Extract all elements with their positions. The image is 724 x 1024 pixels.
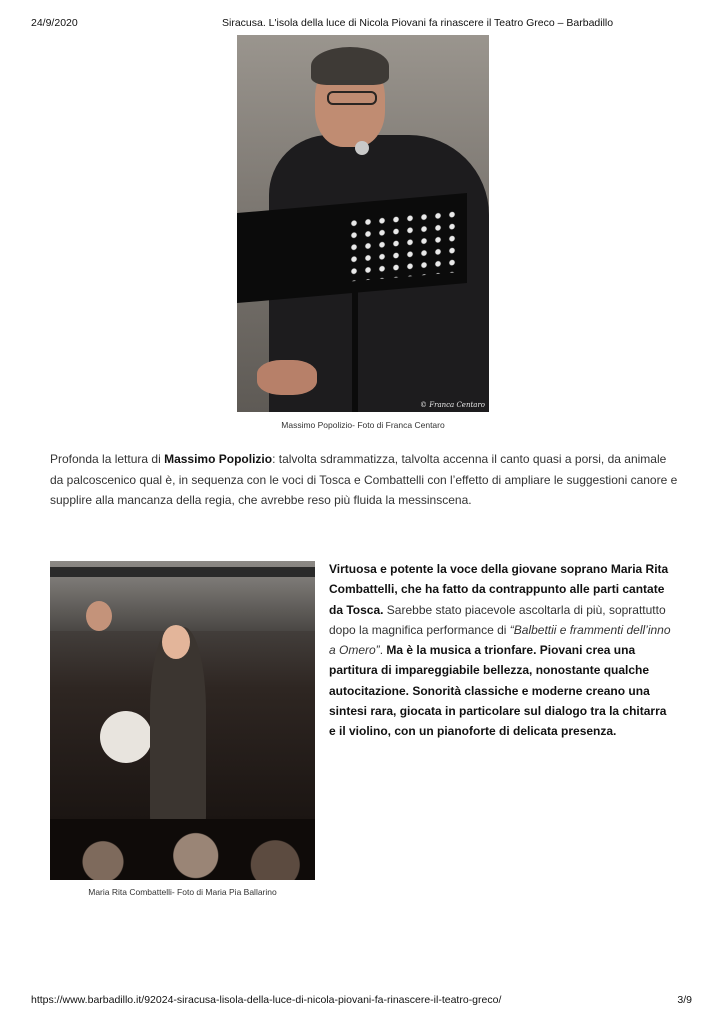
paragraph2-italic: “Balbettii e frammenti dell’inno a Omero”	[329, 622, 671, 658]
paragraph-popolizio	[50, 449, 680, 511]
paragraph2-text1: Sarebbe stato piacevole ascoltarla di più, soprattutto dopo la magnifica performance di	[329, 602, 666, 637]
paragraph-combattelli	[329, 559, 674, 742]
paragraph2-bold1: Virtuosa e potente la voce della giovane soprano Maria Rita Combattelli, che ha fatto da contrappunto alle parti cantate da Tosca.	[329, 562, 669, 617]
photo-audience	[50, 819, 315, 880]
microphone	[355, 141, 369, 155]
stage-rig	[50, 567, 315, 577]
paragraph1-name: Massimo Popolizio	[164, 452, 273, 466]
photo-massimo-popolizio	[237, 35, 489, 412]
bass-drum	[100, 711, 152, 763]
paragraph2-bold2: Ma è la musica a trionfare. Piovani crea una partitura di impareggiabile bellezza, nonostante qualche autocitazione. Sonorità classiche e moderne creano una sintesi rara, giocata in particolare sul dialogo tra la chitarra e il violino, con un pianoforte di delicata presenza.	[329, 643, 667, 739]
photo-singer-head	[162, 625, 190, 659]
page-title: Siracusa. L'isola della luce di Nicola Piovani fa rinascere il Teatro Greco – Barbadillo	[222, 17, 614, 29]
paragraph1-intro: Profonda la lettura di	[50, 452, 165, 466]
paragraph1-rest: : talvolta sdrammatizza, talvolta accenna il canto quasi a porsi, da animale da palcoscenico qual è, in sequenza con le voci di Tosca e Combattelli con l’effetto di ampliare le suggestioni canore e supplire alla mancanza della regia, che avrebbe reso più fluida la messinscena.	[50, 452, 678, 507]
music-stand-holes	[347, 208, 457, 282]
photo-musician-head	[86, 601, 112, 631]
footer-url: https://www.barbadillo.it/92024-siracusa-lisola-della-luce-di-nicola-piovani-fa-rinascere-il-teatro-greco/	[31, 994, 502, 1006]
photo-figure-hair	[311, 47, 389, 85]
photo-watermark: © Franca Centaro	[420, 401, 485, 409]
print-date: 24/9/2020	[31, 17, 78, 29]
photo-figure-hand	[257, 360, 317, 395]
photo-maria-rita-combattelli	[50, 561, 315, 880]
photo-caption-1: Massimo Popolizio- Foto di Franca Centaro	[281, 420, 445, 430]
music-stand-pole	[352, 285, 358, 412]
page-number: 3/9	[677, 994, 692, 1006]
paragraph2-text2: .	[379, 643, 387, 658]
photo-figure-glasses	[327, 91, 377, 105]
photo-caption-2: Maria Rita Combattelli- Foto di Maria Pia Ballarino	[88, 887, 277, 897]
